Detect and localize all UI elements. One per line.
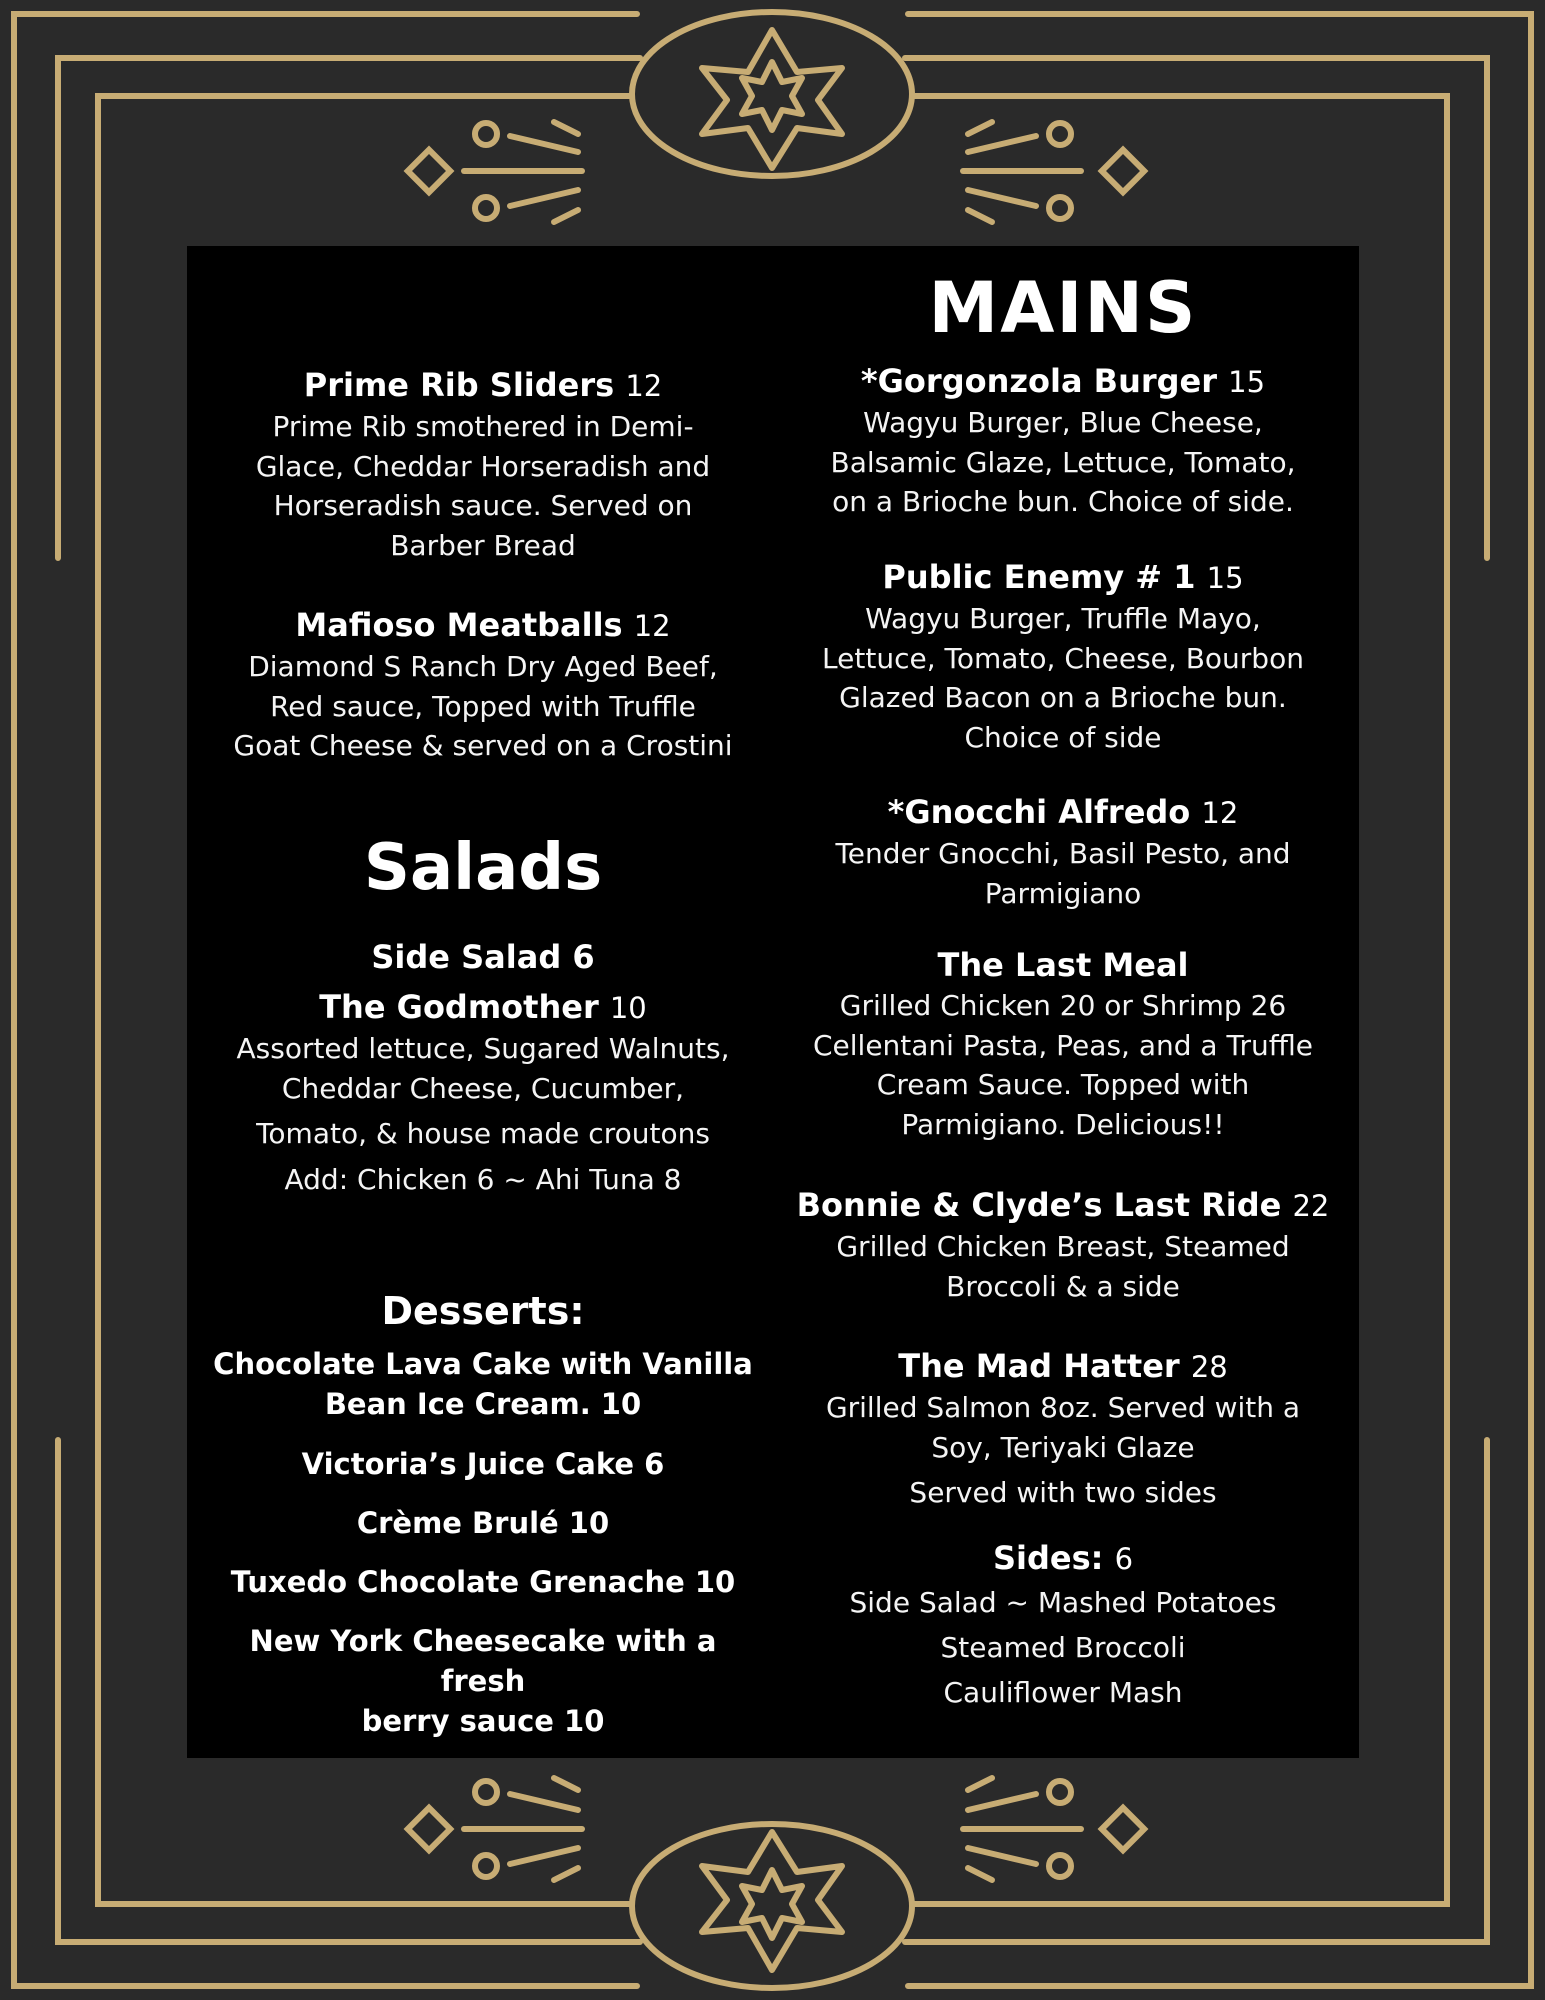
item-description: Prime Rib smothered in Demi- Glace, Cheddar Horseradish and Horseradish sauce. Served on Barber Bread [255, 410, 711, 562]
item-title: Public Enemy # 1 15 [882, 558, 1244, 596]
circle-icon [475, 1855, 497, 1877]
item-description: Diamond S Ranch Dry Aged Beef, Red sauce, Topped with Truffle Goat Cheese & served on a Crostini [233, 650, 733, 762]
star-emblem-icon [632, 12, 912, 176]
item-description: Tender Gnocchi, Basil Pesto, and Parmigiano [835, 837, 1291, 910]
item-description: Grilled Salmon 8oz. Served with a Soy, Teriyaki Glaze Served with two sides [825, 1391, 1301, 1509]
item-description: Assorted lettuce, Sugared Walnuts, Cheddar Cheese, Cucumber, Tomato, & house made croutons Add: Chicken 6 ~ Ahi Tuna 8 [236, 1032, 730, 1196]
menu-item-the-godmother [207, 986, 759, 1199]
menu-item-the-last-meal [787, 944, 1339, 1144]
diamond-icon [408, 1808, 450, 1850]
item-title: Bonnie & Clyde’s Last Ride 22 [796, 1186, 1330, 1224]
item-title: The Mad Hatter 28 [898, 1347, 1228, 1385]
menu-item-gnocchi-alfredo [787, 791, 1339, 913]
menu-item-public-enemy-1 [787, 556, 1339, 757]
dessert-item: New York Cheesecake with a fresh berry sauce 10 [249, 1624, 717, 1738]
menu-item-side-salad: Side Salad 6 [371, 938, 595, 976]
menu-item-the-mad-hatter [787, 1345, 1339, 1513]
item-description: Wagyu Burger, Blue Cheese, Balsamic Glaze, Lettuce, Tomato, on a Brioche bun. Choice of side. [830, 406, 1296, 518]
circle-icon [475, 1781, 497, 1803]
menu-item-mafioso-meatballs [207, 604, 759, 766]
sides-heading: Sides: 6 [992, 1539, 1134, 1577]
mains-heading: MAINS [928, 267, 1198, 349]
item-description: Grilled Chicken Breast, Steamed Broccoli & a side [836, 1230, 1290, 1303]
dessert-item: Tuxedo Chocolate Grenache 10 [230, 1565, 736, 1599]
salads-heading: Salads [363, 831, 603, 905]
item-description: Wagyu Burger, Truffle Mayo, Lettuce, Tomato, Cheese, Bourbon Glazed Bacon on a Brioche bun. Choice of side [822, 602, 1304, 754]
item-title: The Last Meal [937, 946, 1189, 984]
circle-icon [1049, 1781, 1071, 1803]
item-title: Prime Rib Sliders 12 [303, 366, 663, 404]
item-title: *Gnocchi Alfredo 12 [887, 793, 1239, 831]
dessert-item: Chocolate Lava Cake with Vanilla Bean Ice Cream. 10 [213, 1347, 753, 1421]
circle-icon [475, 123, 497, 145]
desserts-heading: Desserts: [381, 1289, 585, 1333]
diamond-icon [1102, 1808, 1144, 1850]
menu-item-prime-rib-sliders [207, 364, 759, 565]
menu-item-gorgonzola-burger [787, 360, 1339, 522]
sides-section [787, 1537, 1339, 1715]
diamond-icon [408, 150, 450, 192]
dessert-item: Victoria’s Juice Cake 6 [301, 1447, 665, 1481]
item-title: Mafioso Meatballs 12 [295, 606, 671, 644]
dessert-item: Crème Brulé 10 [356, 1506, 610, 1540]
circle-icon [1049, 123, 1071, 145]
item-title: The Godmother 10 [319, 988, 647, 1026]
menu-item-bonnie-clydes-last-ride [787, 1184, 1339, 1306]
circle-icon [475, 197, 497, 219]
circle-icon [1049, 1855, 1071, 1877]
item-title: *Gorgonzola Burger 15 [860, 362, 1266, 400]
diamond-icon [1102, 150, 1144, 192]
item-description: Grilled Chicken 20 or Shrimp 26 Cellentani Pasta, Peas, and a Truffle Cream Sauce. Topped with Parmigiano. Delicious!! [812, 989, 1314, 1141]
circle-icon [1049, 197, 1071, 219]
menu-panel [187, 246, 1359, 1758]
star-emblem-icon [632, 1824, 912, 1988]
sides-list: Side Salad ~ Mashed Potatoes Steamed Broccoli Cauliflower Mash [849, 1586, 1277, 1709]
